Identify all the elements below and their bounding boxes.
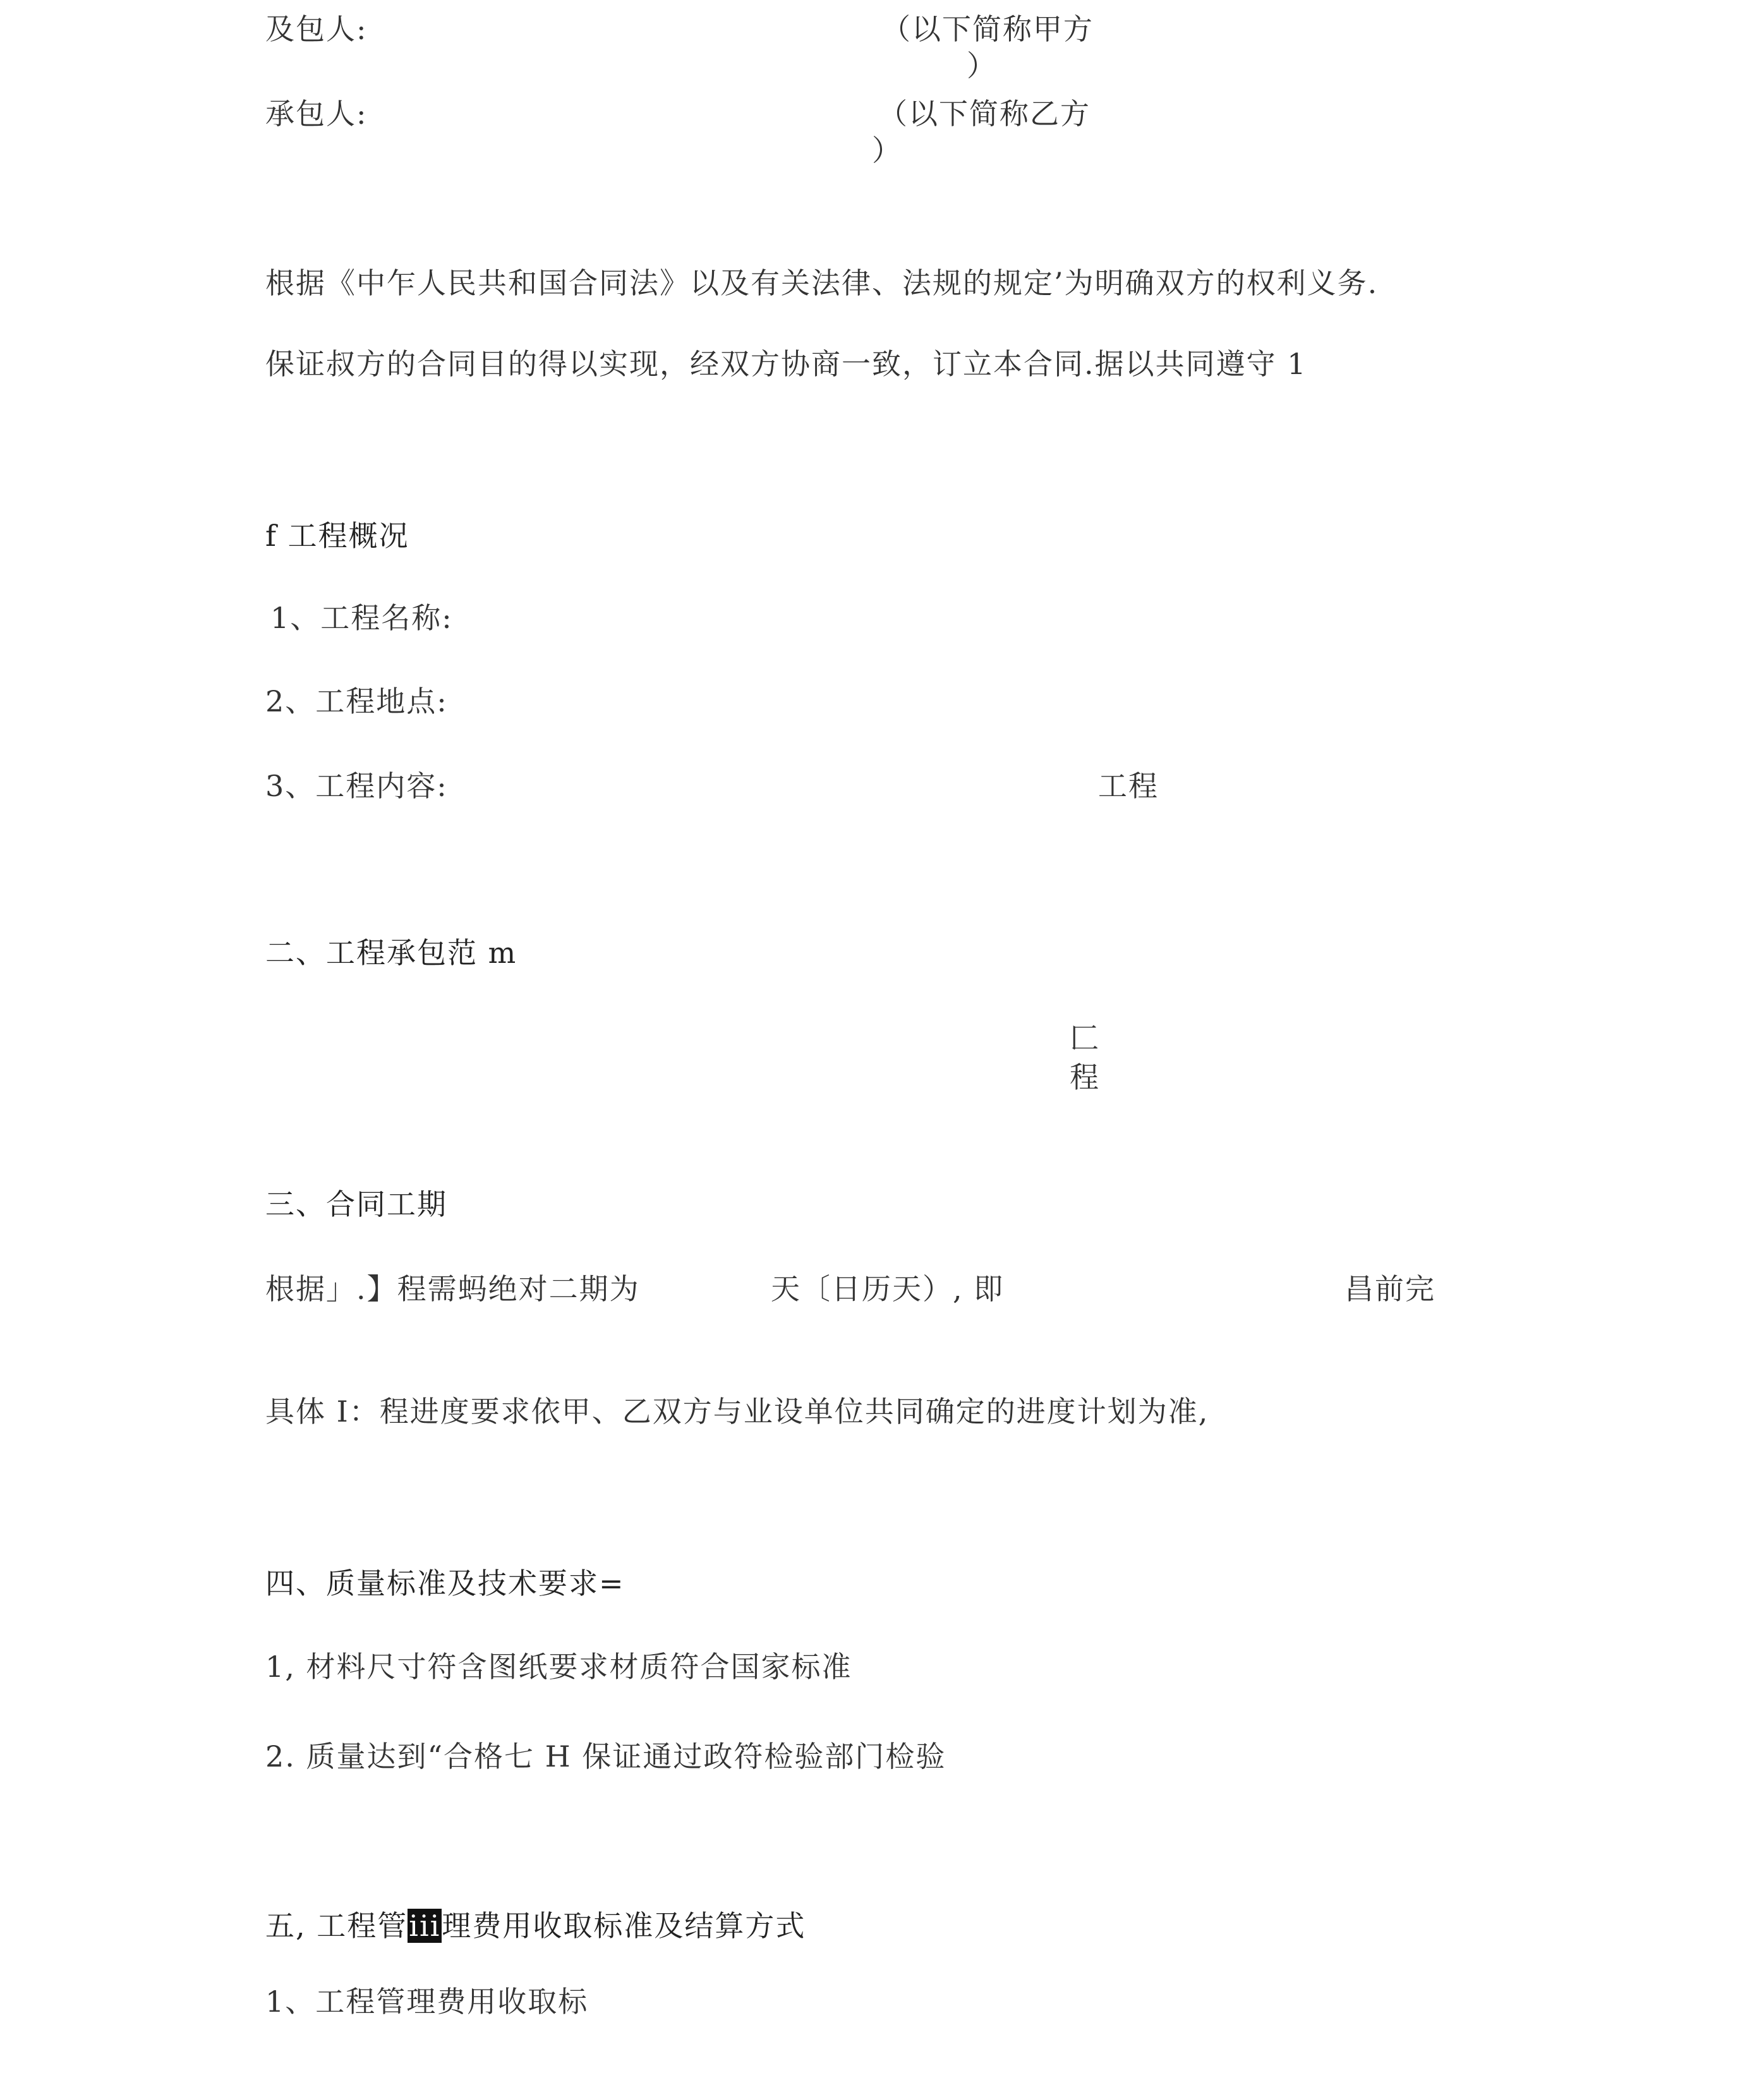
contractor-note: （以下简称甲方 xyxy=(881,12,1094,46)
subcontractor-note: （以下简称乙方 xyxy=(878,97,1090,131)
schedule-line-1b: 天〔日历天）, 即 xyxy=(771,1272,1005,1306)
section-1-heading: f 工程概况 xyxy=(265,519,409,553)
subcontractor-label: 承包人: xyxy=(265,97,368,131)
section-5-heading-part-2: 理费用收取标准及结算方式 xyxy=(442,1909,806,1943)
section-5-heading-part-1: 五, 工程管 xyxy=(265,1909,408,1943)
contractor-note-close: ） xyxy=(967,49,997,83)
scope-vertical-char-2: 程 xyxy=(1070,1060,1099,1094)
section-3-heading: 三、合同工期 xyxy=(265,1187,447,1221)
contractor-label: 及包人: xyxy=(265,12,368,46)
project-content-suffix: 工程 xyxy=(1098,769,1159,803)
section-4-heading: 四、质量标准及技术要求= xyxy=(265,1566,625,1600)
project-location-label: 2、工程地点: xyxy=(265,684,448,718)
quality-item-2: 2. 质量达到“合格七 H 保证通过政符检验部门检验 xyxy=(265,1739,946,1774)
fee-item-1: 1、工程管理费用收取标 xyxy=(265,1985,589,2019)
preamble-line-2: 保证叔方的合同目的得以实现，经双方协商一致，订立本合同.据以共同遵守 1 xyxy=(265,347,1307,381)
subcontractor-note-close: ） xyxy=(872,133,902,167)
section-5-heading-mark: iii xyxy=(409,1909,441,1943)
project-content-label: 3、工程内容: xyxy=(265,769,448,803)
schedule-line-1c: 昌前完 xyxy=(1344,1272,1435,1306)
schedule-line-1a: 根据」.】程需蚂绝对二期为 xyxy=(265,1272,640,1306)
section-2-heading: 二、工程承包范 m xyxy=(265,936,517,970)
schedule-line-2: 具体 I：程进度要求依甲、乙双方与业设单位共同确定的进度计划为准, xyxy=(265,1394,1209,1429)
project-name-label: 1、工程名称: xyxy=(270,601,453,635)
quality-item-1: 1, 材料尺寸符含图纸要求材质符合国家标准 xyxy=(265,1650,852,1684)
preamble-line-1: 根据《中乍人民共和国合同法》以及有关法律、法规的规定’为明确双方的权利义务. xyxy=(265,266,1379,300)
scope-vertical-char-1: 匚 xyxy=(1070,1021,1099,1055)
section-5-heading xyxy=(265,1908,806,1943)
